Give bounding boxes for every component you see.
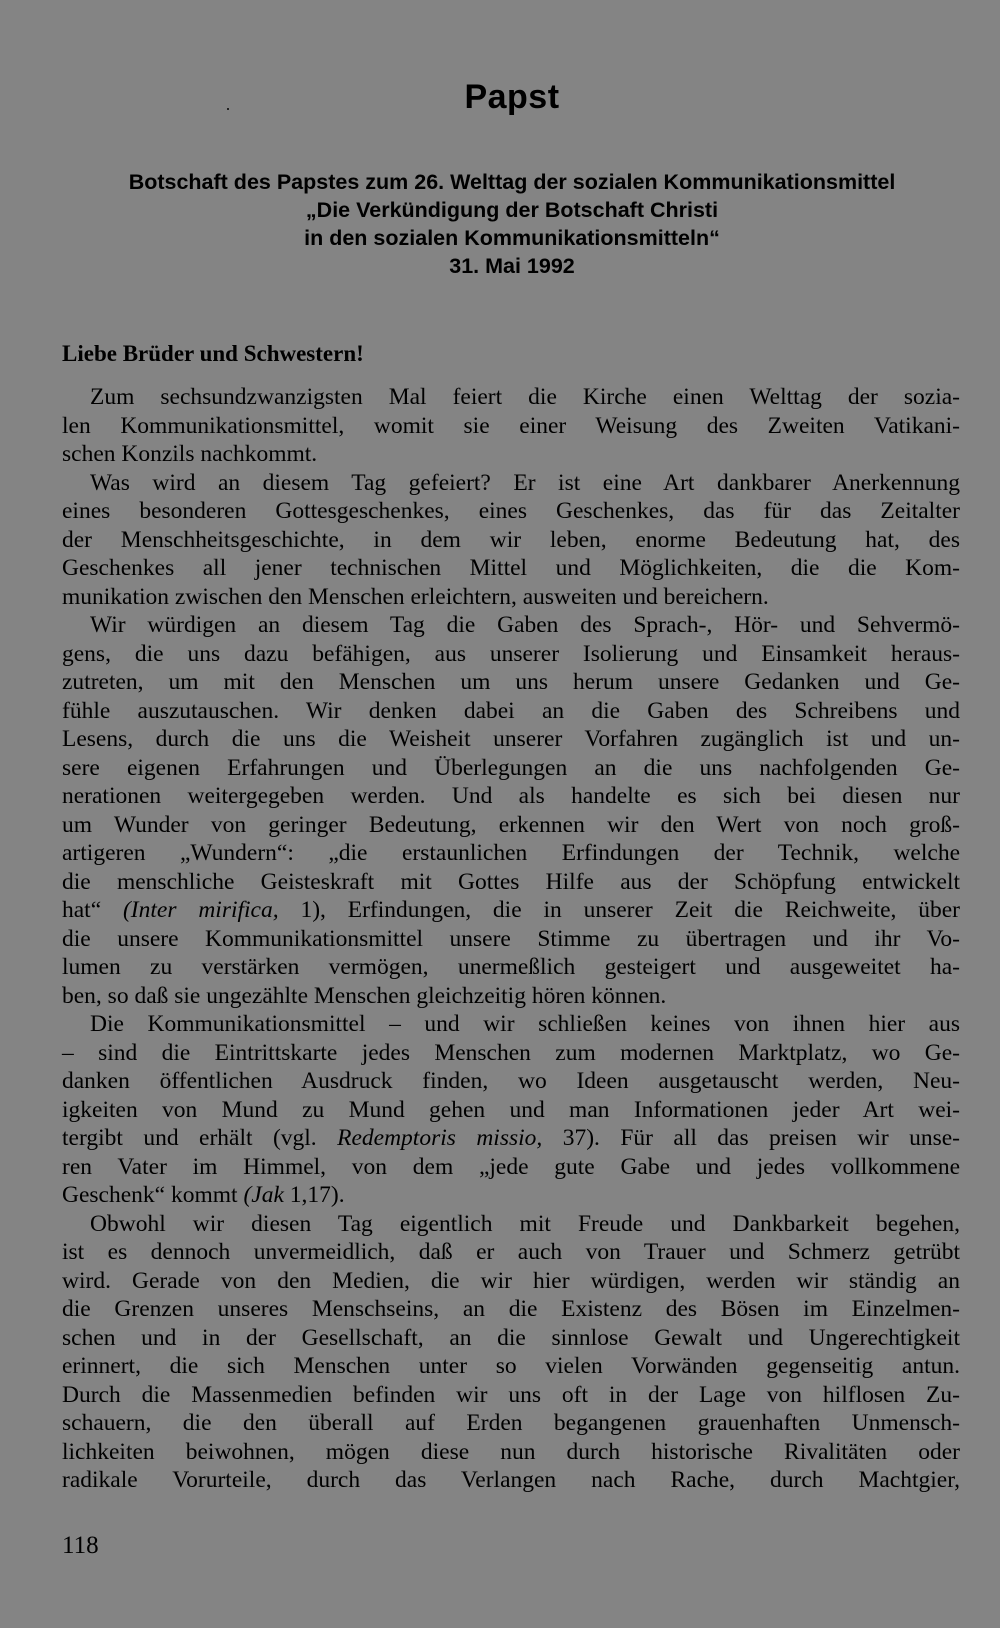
body-line: Was wird an diesem Tag gefeiert? Er ist eine Art dankbarer Anerkennung <box>90 469 960 496</box>
body-line: lichkeiten beiwohnen, mögen diese nun durch historische Rivalitäten oder <box>62 1438 960 1465</box>
body-line: erinnert, die sich Menschen unter so vielen Vorwänden gegenseitig antun. <box>62 1353 960 1379</box>
subtitle-line: in den sozialen Kommunikationsmitteln“ <box>304 226 720 250</box>
body-line: die unsere Kommunikationsmittel unsere Stimme zu übertragen und ihr Vo- <box>62 925 960 952</box>
body-line: zutreten, um mit den Menschen um uns herum unsere Gedanken und Ge- <box>62 669 960 695</box>
body-line: schauern, die den überall auf Erden begangenen grauenhaften Unmensch- <box>62 1410 960 1436</box>
body-line: Die Kommunikationsmittel – und wir schließen keines von ihnen hier aus <box>90 1011 960 1037</box>
body-line: Obwohl wir diesen Tag eigentlich mit Freude und Dankbarkeit begehen, <box>90 1210 960 1237</box>
body-line: – sind die Eintrittskarte jedes Menschen zum modernen Marktplatz, wo Ge- <box>62 1039 960 1066</box>
body-line: Lesens, durch die uns die Weisheit unserer Vorfahren zugänglich ist und un- <box>62 726 960 752</box>
body-line: eines besonderen Gottesgeschenkes, eines Geschenkes, das für das Zeitalter <box>62 498 960 524</box>
body-line: die Grenzen unseres Menschseins, an die Existenz des Bösen im Einzelmen- <box>62 1296 960 1322</box>
body-line-text: 37). Für all das preisen wir unse- <box>542 1125 960 1151</box>
body-line <box>62 1181 960 1210</box>
body-line-text: tergibt und erhält (vgl. <box>62 1125 338 1151</box>
subtitle-date: 31. Mai 1992 <box>449 254 575 278</box>
body-line: artigeren „Wundern“: „die erstaunlichen Erfindungen der Technik, welche <box>62 840 960 866</box>
body-line: igkeiten von Mund zu Mund gehen und man Informationen jeder Art wei- <box>62 1096 960 1123</box>
body-line: munikation zwischen den Menschen erleichtern, ausweiten und bereichern. <box>62 583 769 610</box>
body-line: nerationen weitergegeben werden. Und als handelte es sich bei diesen nur <box>62 783 960 809</box>
citation-jak: (Jak <box>243 1182 284 1208</box>
subtitle-line: Botschaft des Papstes zum 26. Welttag der sozialen Kommunikationsmittel <box>128 170 896 194</box>
body-line <box>62 896 960 925</box>
body-line-text: 1,17). <box>283 1182 345 1208</box>
body-line: radikale Vorurteile, durch das Verlangen nach Rache, durch Machtgier, <box>62 1467 960 1493</box>
body-line: schen und in der Gesellschaft, an die sinnlose Gewalt und Ungerechtigkeit <box>62 1324 960 1351</box>
body-line: len Kommunikationsmittel, womit sie einer Weisung des Zweiten Vatikani- <box>62 412 960 439</box>
body-text <box>62 383 960 1495</box>
body-line: der Menschheitsgeschichte, in dem wir leben, enorme Bedeutung hat, des <box>62 526 960 553</box>
body-line-text: hat“ <box>62 897 123 923</box>
page-number: 118 <box>62 1532 99 1559</box>
body-line: ist es dennoch unvermeidlich, daß er auch von Trauer und Schmerz getrübt <box>62 1239 960 1265</box>
body-line-text: Geschenk“ kommt <box>62 1182 244 1208</box>
body-line: lumen zu verstärken vermögen, unermeßlich gesteigert und ausgeweitet ha- <box>62 954 960 980</box>
body-line: gens, die uns dazu befähigen, aus unserer Isolierung und Einsamkeit heraus- <box>62 640 960 667</box>
salutation: Liebe Brüder und Schwestern! <box>62 341 364 366</box>
subtitle-line: „Die Verkündigung der Botschaft Christi <box>305 198 719 222</box>
body-line: die menschliche Geisteskraft mit Gottes Hilfe aus der Schöpfung entwickelt <box>62 868 960 895</box>
body-line: wird. Gerade von den Medien, die wir hier würdigen, werden wir ständig an <box>62 1267 960 1294</box>
body-line: Durch die Massenmedien befinden wir uns oft in der Lage von hilflosen Zu- <box>62 1381 960 1408</box>
body-line: Geschenkes all jener technischen Mittel und Möglichkeiten, die die Kom- <box>62 555 960 581</box>
body-line: Wir würdigen an diesem Tag die Gaben des Sprach-, Hör- und Sehvermö- <box>90 612 960 638</box>
citation-redemptoris-missio: Redemptoris missio, <box>337 1125 543 1151</box>
body-line: danken öffentlichen Ausdruck finden, wo Ideen ausgetauscht werden, Neu- <box>62 1068 960 1094</box>
body-line: schen Konzils nachkommt. <box>62 441 318 467</box>
body-line: sere eigenen Erfahrungen und Überlegungen an die uns nachfolgenden Ge- <box>62 754 960 781</box>
document-subtitle <box>40 168 984 280</box>
citation-inter-mirifica: (Inter mirifica, <box>122 897 279 923</box>
body-line: fühle auszutauschen. Wir denken dabei an die Gaben des Schreibens und <box>62 697 960 724</box>
body-line: Zum sechsundzwanzigsten Mal feiert die Kirche einen Welttag der sozia- <box>90 384 960 410</box>
body-line: ren Vater im Himmel, von dem „jede gute Gabe und jedes vollkommene <box>62 1153 960 1180</box>
body-line: ben, so daß sie ungezählte Menschen gleichzeitig hören können. <box>62 982 667 1009</box>
page-title: Papst <box>464 78 560 116</box>
body-line: um Wunder von geringer Bedeutung, erkennen wir den Wert von noch groß- <box>62 811 960 838</box>
body-line <box>62 1124 960 1153</box>
body-line-text: 1), Erfindungen, die in unserer Zeit die Reichweite, über <box>278 897 961 923</box>
